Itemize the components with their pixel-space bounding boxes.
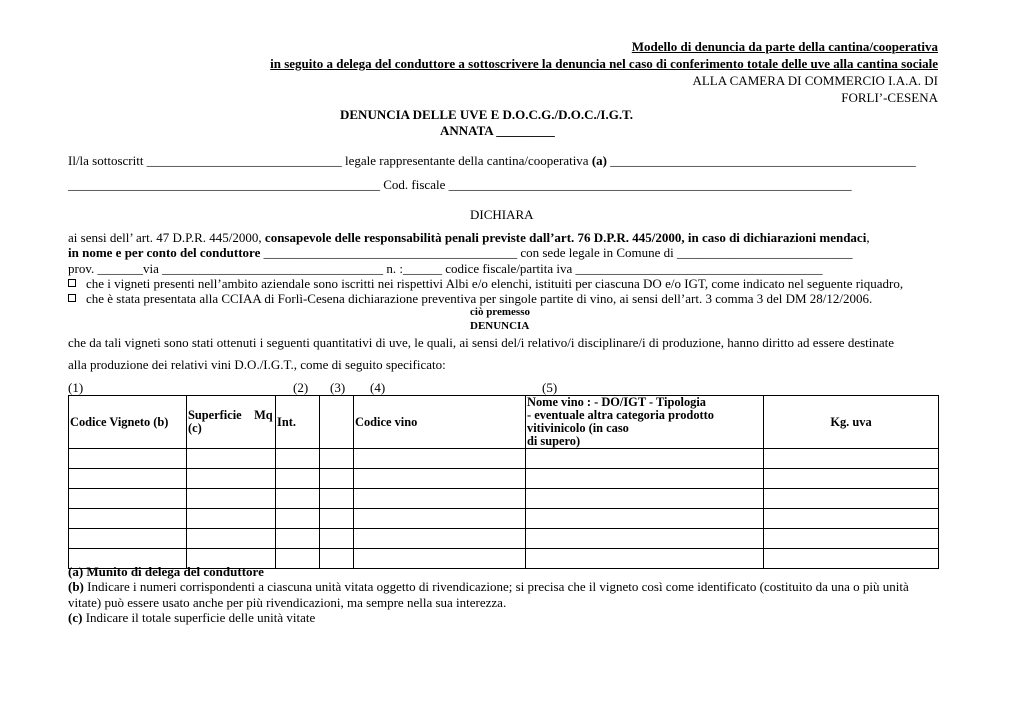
- premesso-text: ciò premesso: [470, 306, 530, 318]
- header-int: Int.: [276, 396, 320, 449]
- addressee-line-1: ALLA CAMERA DI COMMERCIO I.A.A. DI: [692, 73, 938, 88]
- header-codice-vigneto: Codice Vigneto (b): [69, 396, 187, 449]
- col-ref-3: (3): [330, 380, 346, 395]
- note-c-label: (c): [68, 610, 83, 625]
- checkbox-item-albi[interactable]: [68, 276, 903, 291]
- col-ref-1: (1): [68, 380, 84, 395]
- conduttore-label: in nome e per conto del conduttore: [68, 245, 261, 260]
- form-title: Modello di denuncia da parte della cantina/cooperativa: [631, 39, 938, 54]
- nome-vino-line-3: di supero): [527, 434, 581, 448]
- table-row[interactable]: [69, 449, 939, 469]
- declaration-comma: ,: [866, 230, 870, 245]
- address-line[interactable]: prov. _______via __________________________________ n. :______ codice fiscale/partita iva ______________________________________: [68, 261, 823, 276]
- col-ref-5: (5): [542, 380, 558, 395]
- checkbox-icon[interactable]: [68, 294, 76, 302]
- nome-vino-line-2: - eventuale altra categoria prodotto vitivinicolo (in caso: [527, 408, 714, 435]
- note-b-line-1: [68, 579, 909, 594]
- denuncia-heading: DENUNCIA: [470, 320, 530, 332]
- checkbox-label: che i vigneti presenti nell’ambito aziendale sono iscritti nei rispettivi Albi e/o elenchi, istituiti per ciascuna DO e/o IGT, come indicato nel seguente riquadro,: [86, 276, 904, 291]
- form-subtitle: in seguito a delega del conduttore a sottoscrivere la denuncia nel caso di conferimento totale delle uve alla cantina sociale: [270, 56, 938, 71]
- header-empty: [320, 396, 354, 449]
- note-b-label: (b): [68, 579, 84, 594]
- conduttore-field[interactable]: _______________________________________ con sede legale in Comune di ___________________________: [260, 245, 853, 260]
- col-ref-2: (2): [293, 380, 309, 395]
- table-row[interactable]: [69, 489, 939, 509]
- declaration-line-1: [68, 230, 870, 245]
- header-kg-uva: Kg. uva: [764, 396, 939, 449]
- note-b-line-2: vitate) può essere usato anche per più rivendicazioni, ma sempre nella sua interezza.: [68, 595, 507, 610]
- table-row[interactable]: [69, 529, 939, 549]
- note-ref-a: (a): [591, 153, 607, 168]
- note-c-text: Indicare il totale superficie delle unità vitate: [82, 610, 316, 625]
- header-nome-vino: [526, 396, 764, 449]
- superficie-text: Superficie: [188, 408, 242, 422]
- table-row[interactable]: [69, 469, 939, 489]
- vineyard-table: [68, 395, 939, 569]
- cantina-field[interactable]: _______________________________________________: [607, 153, 916, 168]
- checkbox-label: che è stata presentata alla CCIAA di Forlì-Cesena dichiarazione preventiva per singole partite di vino, ai sensi dell’art. 3 comma 3 del DM 28/12/2006.: [86, 291, 873, 306]
- declaration-text: ai sensi dell’ art. 47 D.P.R. 445/2000,: [68, 230, 265, 245]
- col-ref-4: (4): [370, 380, 386, 395]
- table-header-row: [69, 396, 939, 449]
- nome-vino-line-1: Nome vino : - DO/IGT - Tipologia: [527, 395, 706, 409]
- document-title: DENUNCIA DELLE UVE E D.O.C.G./D.O.C./I.G.T.: [340, 107, 634, 122]
- superficie-note: (c): [188, 421, 202, 435]
- addressee-line-2: FORLI’-CESENA: [841, 90, 938, 105]
- sottoscritto-text: Il/la sottoscritt ______________________________ legale rappresentante della cantina/cooperativa: [68, 153, 592, 168]
- header-superficie: [187, 396, 276, 449]
- declaration-line-2[interactable]: [68, 245, 853, 260]
- checkbox-item-dichiarazione[interactable]: [68, 291, 872, 306]
- checkbox-icon[interactable]: [68, 279, 76, 287]
- note-a: (a) Munito di delega del conduttore: [68, 564, 264, 579]
- declaration-bold: consapevole delle responsabilità penali previste dall’art. 76 D.P.R. 445/2000, in caso di dichiarazioni mendaci: [264, 230, 867, 245]
- header-codice-vino: Codice vino: [354, 396, 526, 449]
- paragraph-line-2: alla produzione dei relativi vini D.O./I.G.T., come di seguito specificato:: [68, 357, 446, 372]
- dichiara-heading: DICHIARA: [470, 207, 534, 222]
- annata-field[interactable]: ANNATA _________: [440, 123, 555, 138]
- note-c: [68, 610, 315, 625]
- superficie-unit: Mq: [254, 408, 273, 422]
- note-b-text: Indicare i numeri corrispondenti a ciascuna unità vitata oggetto di rivendicazione; si precisa che il vigneto così come identificato (costituito da una o più unità: [83, 579, 909, 594]
- paragraph-line-1: che da tali vigneti sono stati ottenuti i seguenti quantitativi di uve, le quali, ai sensi del/i relativo/i disciplinare/i di produzione, hanno diritto ad essere destinate: [68, 335, 895, 350]
- codice-fiscale-line[interactable]: ________________________________________________ Cod. fiscale ______________________________________________________________: [68, 177, 852, 192]
- sottoscritto-line[interactable]: [68, 153, 916, 168]
- table-row[interactable]: [69, 509, 939, 529]
